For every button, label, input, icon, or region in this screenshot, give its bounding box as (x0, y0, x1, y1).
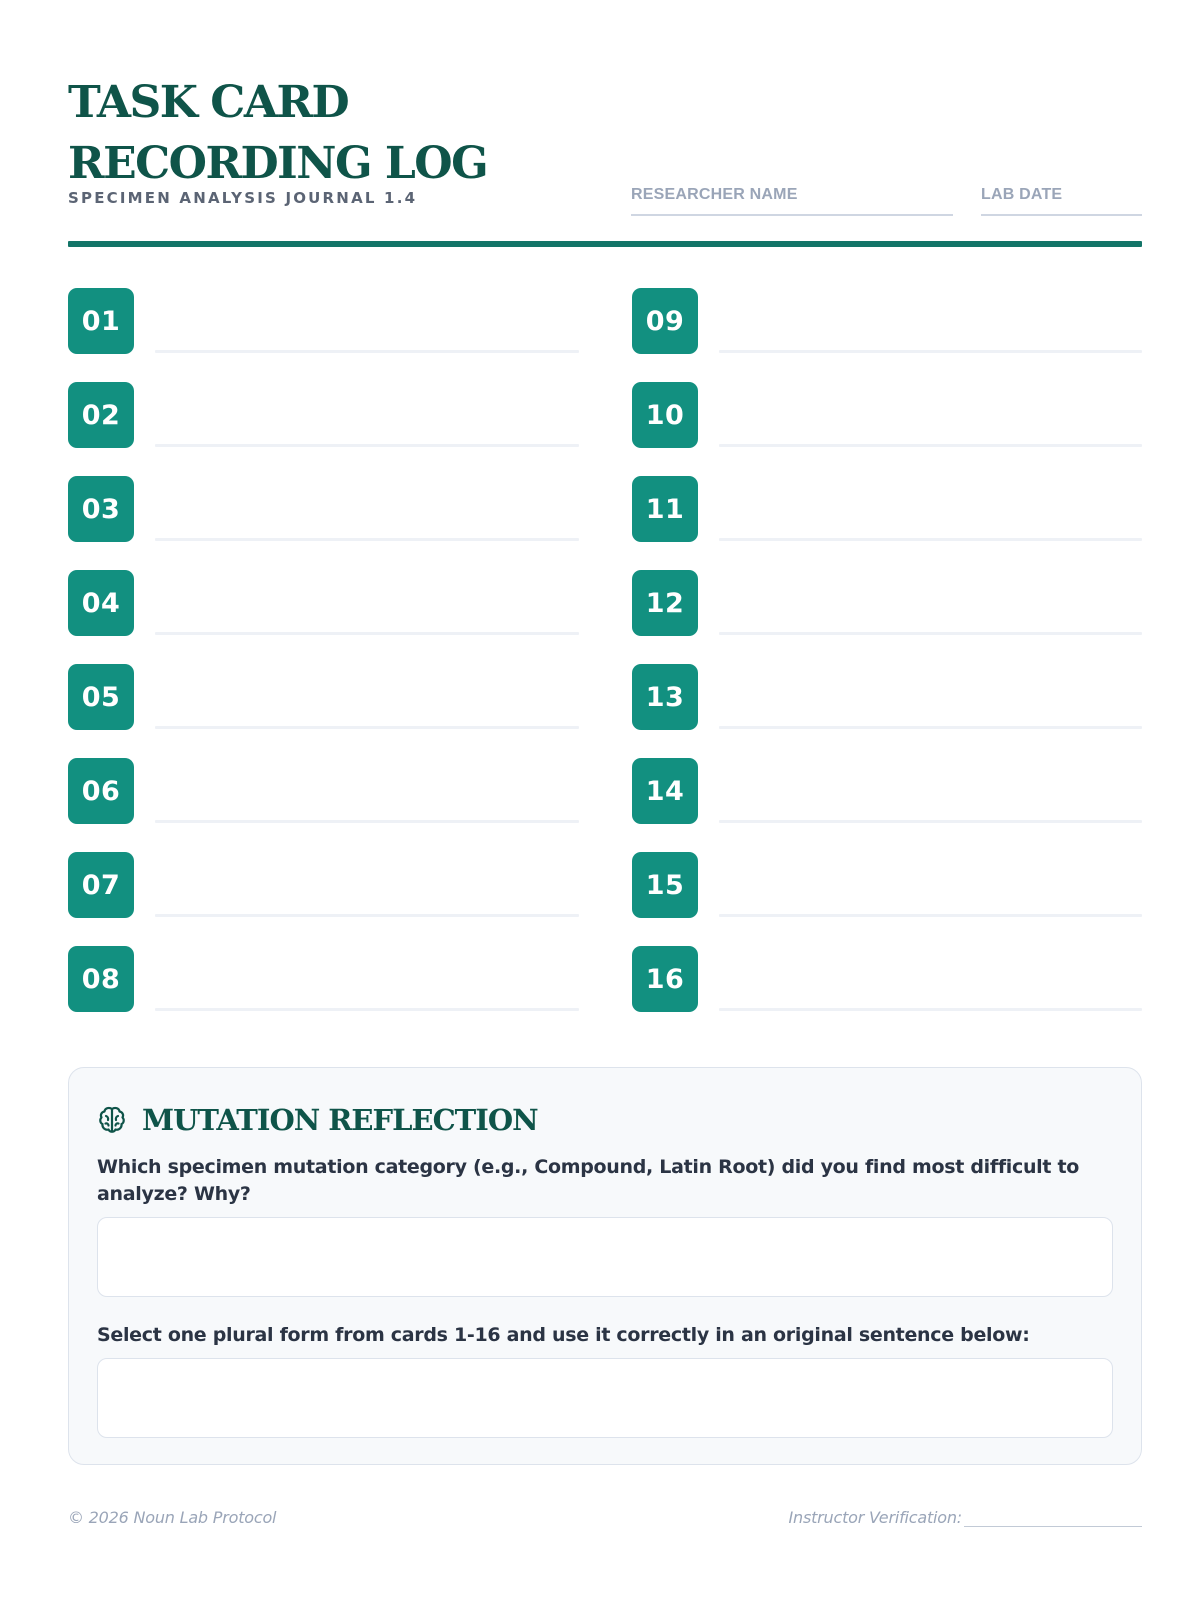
mutation-reflection-panel (68, 1067, 1142, 1465)
card-row (68, 852, 579, 918)
card-row (632, 946, 1142, 1012)
card-answer-line[interactable] (719, 538, 1142, 541)
card-answer-line[interactable] (155, 538, 579, 541)
card-number-badge: 03 (68, 476, 134, 542)
title-line-1: TASK CARD (68, 77, 349, 128)
card-number-badge: 13 (632, 664, 698, 730)
card-number-badge: 07 (68, 852, 134, 918)
card-row (68, 476, 579, 542)
card-number-badge: 11 (632, 476, 698, 542)
card-answer-line[interactable] (719, 350, 1142, 353)
card-row (632, 382, 1142, 448)
copyright-text: © 2026 Noun Lab Protocol (68, 1508, 277, 1527)
task-card-list (68, 288, 1142, 1014)
researcher-name-label: RESEARCHER NAME (631, 186, 798, 203)
reflection-prompt-2: Select one plural form from cards 1-16 and use it correctly in an original sentence below: (97, 1324, 1030, 1346)
card-row (632, 288, 1142, 354)
verification-label: Instructor Verification: (788, 1508, 962, 1527)
card-number-badge: 16 (632, 946, 698, 1012)
card-answer-line[interactable] (155, 726, 579, 729)
card-row (632, 852, 1142, 918)
card-number-badge: 12 (632, 570, 698, 636)
card-number-badge: 09 (632, 288, 698, 354)
card-answer-line[interactable] (719, 726, 1142, 729)
card-row (68, 664, 579, 730)
brain-icon (96, 1104, 128, 1136)
card-row (68, 382, 579, 448)
header-divider (68, 241, 1142, 247)
card-row (632, 664, 1142, 730)
card-row (632, 570, 1142, 636)
instructor-verification (788, 1508, 1142, 1527)
card-number-badge: 14 (632, 758, 698, 824)
card-answer-line[interactable] (155, 1008, 579, 1011)
card-answer-line[interactable] (719, 444, 1142, 447)
card-answer-line[interactable] (155, 444, 579, 447)
card-answer-line[interactable] (719, 914, 1142, 917)
card-row (68, 288, 579, 354)
lab-date-field[interactable] (981, 178, 1142, 216)
card-number-badge: 01 (68, 288, 134, 354)
card-answer-line[interactable] (155, 914, 579, 917)
card-answer-line[interactable] (719, 632, 1142, 635)
card-answer-line[interactable] (155, 350, 579, 353)
card-answer-line[interactable] (155, 632, 579, 635)
reflection-answer-2[interactable] (97, 1358, 1113, 1438)
reflection-title: MUTATION REFLECTION (142, 1103, 538, 1137)
page-title (68, 72, 487, 194)
lab-date-label: LAB DATE (981, 186, 1063, 203)
card-number-badge: 08 (68, 946, 134, 1012)
card-answer-line[interactable] (155, 820, 579, 823)
card-number-badge: 10 (632, 382, 698, 448)
card-row (68, 946, 579, 1012)
verification-signature-line[interactable] (964, 1509, 1142, 1527)
reflection-prompt-1: Which specimen mutation category (e.g., Compound, Latin Root) did you find most difficult to analyze? Why? (97, 1156, 1080, 1205)
card-row (632, 476, 1142, 542)
card-row (68, 570, 579, 636)
card-row (632, 758, 1142, 824)
card-number-badge: 15 (632, 852, 698, 918)
card-number-badge: 04 (68, 570, 134, 636)
card-row (68, 758, 579, 824)
card-answer-line[interactable] (719, 1008, 1142, 1011)
card-number-badge: 05 (68, 664, 134, 730)
card-number-badge: 02 (68, 382, 134, 448)
reflection-answer-1[interactable] (97, 1217, 1113, 1297)
worksheet-header (68, 72, 1142, 252)
title-line-2: RECORDING LOG (68, 138, 488, 189)
card-answer-line[interactable] (719, 820, 1142, 823)
page-subtitle: SPECIMEN ANALYSIS JOURNAL 1.4 (68, 189, 418, 207)
card-number-badge: 06 (68, 758, 134, 824)
researcher-name-field[interactable] (631, 178, 953, 216)
